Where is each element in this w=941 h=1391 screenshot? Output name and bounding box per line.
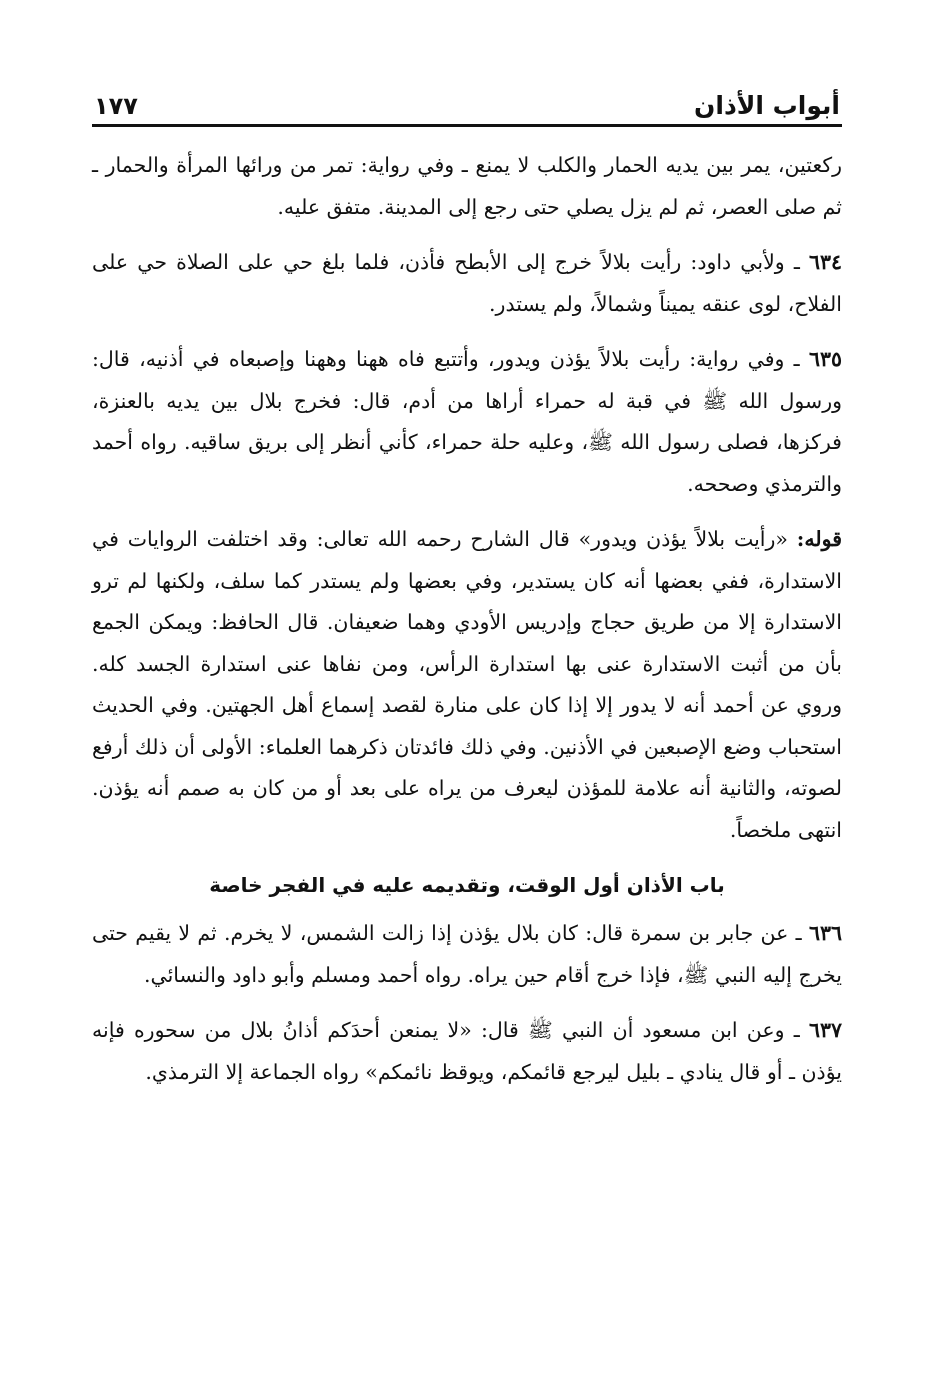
hadith-636 <box>92 913 842 996</box>
paragraph-continuation <box>92 145 842 228</box>
hadith-number: ٦٣٤ <box>808 250 842 274</box>
hadith-637 <box>92 1010 842 1093</box>
hadith-number: ٦٣٥ <box>808 347 842 371</box>
commentary-lead: قوله: <box>796 527 842 551</box>
hadith-text: ـ وفي رواية: رأيت بلالاً يؤذن ويدور، وأتتبع فاه ههنا وههنا وإصبعاه في أذنيه، قال: ورسول الله ﷺ في قبة له حمراء أراها من أدم، قال: فخرج بلال بين يديه بالعنزة، فركزها، فصلى رسول الله ﷺ، وعليه حلة حمراء، كأني أنظر إلى بريق ساقيه. رواه أحمد والترمذي وصححه. <box>92 347 842 496</box>
hadith-text: ـ وعن ابن مسعود أن النبي ﷺ قال: «لا يمنعن أحدَكم أذانُ بلال من سحوره فإنه يؤذن ـ أو قال ينادي ـ بليل ليرجع قائمكم، ويوقظ نائمكم» رواه الجماعة إلا الترمذي. <box>92 1018 842 1084</box>
page-number: ١٧٧ <box>94 92 138 120</box>
book-page <box>92 78 842 1107</box>
hadith-text: ـ ولأبي داود: رأيت بلالاً خرج إلى الأبطح فأذن، فلما بلغ حي على الصلاة حي على الفلاح، لوى عنقه يميناً وشمالاً، ولم يستدر. <box>92 250 842 316</box>
paragraph-text: ركعتين، يمر بين يديه الحمار والكلب لا يمنع ـ وفي رواية: تمر من ورائها المرأة والحمار ـ ثم صلى العصر، ثم لم يزل يصلي حتى رجع إلى المدينة. متفق عليه. <box>92 153 842 219</box>
commentary-text: «رأيت بلالاً يؤذن ويدور» قال الشارح رحمه الله تعالى: وقد اختلفت الروايات في الاستدارة، ففي بعضها أنه كان يستدير، وفي بعضها ولم يستدر كما سلف، ولكنها لم ترو الاستدارة إلا من طريق حجاج وإدريس الأودي وهما ضعيفان. قال الحافظ: ويمكن الجمع بأن من أثبت الاستدارة عنى بها استدارة الرأس، ومن نفاها عنى استدارة الجسد كله. وروي عن أحمد أنه لا يدور إلا إذا كان على منارة لقصد إسماع أهل الجهتين. وفي الحديث استحباب وضع الإصبعين في الأذنين. وفي ذلك فائدتان ذكرهما العلماء: الأولى أن ذلك أرفع لصوته، والثانية أنه علامة للمؤذن ليعرف من يراه على بعد أو من كان به صمم أنه يؤذن. انتهى ملخصاً. <box>92 527 842 842</box>
section-heading: باب الأذان أول الوقت، وتقديمه عليه في الفجر خاصة <box>209 873 725 897</box>
hadith-text: ـ عن جابر بن سمرة قال: كان بلال يؤذن إذا زالت الشمس، لا يخرم. ثم لا يقيم حتى يخرج إليه النبي ﷺ، فإذا خرج أقام حين يراه. رواه أحمد ومسلم وأبو داود والنسائي. <box>92 921 842 987</box>
hadith-number: ٦٣٧ <box>808 1018 842 1042</box>
page-header <box>92 78 842 127</box>
hadith-635 <box>92 339 842 505</box>
commentary <box>92 519 842 851</box>
hadith-634 <box>92 242 842 325</box>
chapter-title: أبواب الأذان <box>694 91 840 120</box>
page-content <box>92 145 842 1093</box>
hadith-number: ٦٣٦ <box>808 921 842 945</box>
